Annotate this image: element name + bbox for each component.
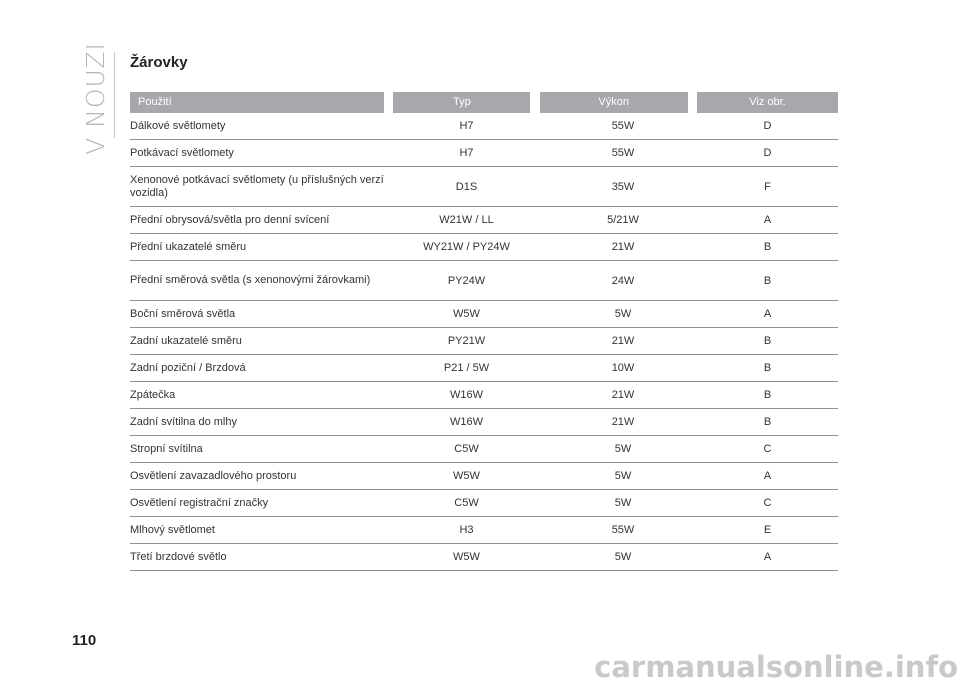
table-row xyxy=(130,382,838,409)
table-body xyxy=(130,113,838,571)
cell-type: W5W xyxy=(453,470,480,482)
cell-type: W21W / LL xyxy=(439,214,494,226)
cell-usage: Přední obrysová/světla pro denní svícení xyxy=(130,213,330,226)
cell-power: 55W xyxy=(611,120,635,132)
table-row xyxy=(130,328,838,355)
cell-figure-ref: F xyxy=(764,180,771,193)
cell-figure-ref: A xyxy=(763,551,772,563)
cell-usage: Přední směrová světla (s xenonovými žárovkami) xyxy=(130,274,371,286)
cell-figure-ref: A xyxy=(763,308,772,320)
table-row xyxy=(130,167,838,207)
cell-type: P21 / 5W xyxy=(443,362,490,374)
cell-figure-ref: D xyxy=(763,120,772,132)
cell-figure-ref: B xyxy=(763,362,772,374)
table-row xyxy=(130,436,838,463)
cell-power: 5W xyxy=(614,470,632,482)
cell-figure-ref: C xyxy=(763,497,772,509)
table-row xyxy=(130,234,838,261)
header-usage: Použití xyxy=(130,92,384,113)
cell-power: 55W xyxy=(611,147,635,159)
cell-type: W16W xyxy=(450,389,483,401)
table-row xyxy=(130,490,838,517)
cell-power: 21W xyxy=(611,416,635,428)
cell-type: PY24W xyxy=(447,274,486,287)
cell-usage: Přední ukazatelé směru xyxy=(130,240,247,253)
table-header xyxy=(130,92,838,113)
cell-usage: Mlhový světlomet xyxy=(130,523,215,536)
cell-figure-ref: C xyxy=(763,443,772,455)
cell-power: 21W xyxy=(611,389,635,401)
table-row xyxy=(130,261,838,301)
cell-figure-ref: B xyxy=(763,335,772,347)
section-side-tab-label: V NOUZI xyxy=(80,41,110,155)
cell-type: C5W xyxy=(454,443,479,455)
cell-type: H3 xyxy=(459,524,474,536)
cell-type: C5W xyxy=(454,497,479,509)
table-row xyxy=(130,544,838,571)
cell-power: 35W xyxy=(611,180,635,193)
cell-type: W5W xyxy=(453,551,480,563)
cell-usage: Třetí brzdové světlo xyxy=(130,550,227,563)
cell-power: 5W xyxy=(614,443,632,455)
cell-figure-ref: A xyxy=(763,470,772,482)
cell-figure-ref: B xyxy=(763,389,772,401)
side-tab-divider xyxy=(114,52,115,138)
bulb-table xyxy=(130,92,838,571)
watermark: carmanualsonline.info xyxy=(594,650,958,684)
cell-type: W5W xyxy=(453,308,480,320)
cell-figure-ref: E xyxy=(763,524,772,536)
table-row xyxy=(130,463,838,490)
header-type: Typ xyxy=(393,92,530,113)
cell-usage: Zadní poziční / Brzdová xyxy=(130,361,246,374)
cell-usage: Dálkové světlomety xyxy=(130,119,226,132)
cell-power: 24W xyxy=(611,274,635,287)
cell-usage: Boční směrová světla xyxy=(130,307,236,320)
cell-figure-ref: D xyxy=(763,147,772,159)
section-side-tab xyxy=(78,41,112,155)
cell-usage: Xenonové potkávací světlomety (u příslušných verzí vozidla) xyxy=(130,173,384,199)
cell-type: W16W xyxy=(450,416,483,428)
table-row xyxy=(130,140,838,167)
cell-usage: Zpátečka xyxy=(130,388,176,401)
cell-power: 55W xyxy=(611,524,635,536)
cell-usage: Potkávací světlomety xyxy=(130,146,234,159)
table-row xyxy=(130,113,838,140)
cell-usage: Osvětlení zavazadlového prostoru xyxy=(130,469,297,482)
cell-type: WY21W / PY24W xyxy=(423,241,510,253)
cell-type: D1S xyxy=(455,180,478,193)
header-power: Výkon xyxy=(540,92,688,113)
cell-type: PY21W xyxy=(447,335,486,347)
cell-power: 5W xyxy=(614,497,632,509)
cell-figure-ref: B xyxy=(763,274,772,287)
table-row xyxy=(130,355,838,382)
cell-power: 21W xyxy=(611,335,635,347)
table-row xyxy=(130,207,838,234)
page-number: 110 xyxy=(72,632,97,649)
section-title: Žárovky xyxy=(130,54,188,71)
cell-usage: Zadní ukazatelé směru xyxy=(130,334,242,347)
cell-figure-ref: A xyxy=(763,214,772,226)
table-row xyxy=(130,409,838,436)
cell-usage: Zadní svítilna do mlhy xyxy=(130,415,237,428)
cell-figure-ref: B xyxy=(763,241,772,253)
table-row xyxy=(130,517,838,544)
cell-usage: Osvětlení registrační značky xyxy=(130,496,269,509)
cell-usage: Stropní svítilna xyxy=(130,442,203,455)
cell-power: 5/21W xyxy=(607,214,639,226)
cell-type: H7 xyxy=(459,147,474,159)
cell-type: H7 xyxy=(459,120,474,132)
cell-power: 5W xyxy=(614,308,632,320)
cell-figure-ref: B xyxy=(763,416,772,428)
table-row xyxy=(130,301,838,328)
cell-power: 5W xyxy=(614,551,632,563)
cell-power: 10W xyxy=(611,362,635,374)
header-figure-ref: Viz obr. xyxy=(697,92,838,113)
cell-power: 21W xyxy=(611,241,635,253)
